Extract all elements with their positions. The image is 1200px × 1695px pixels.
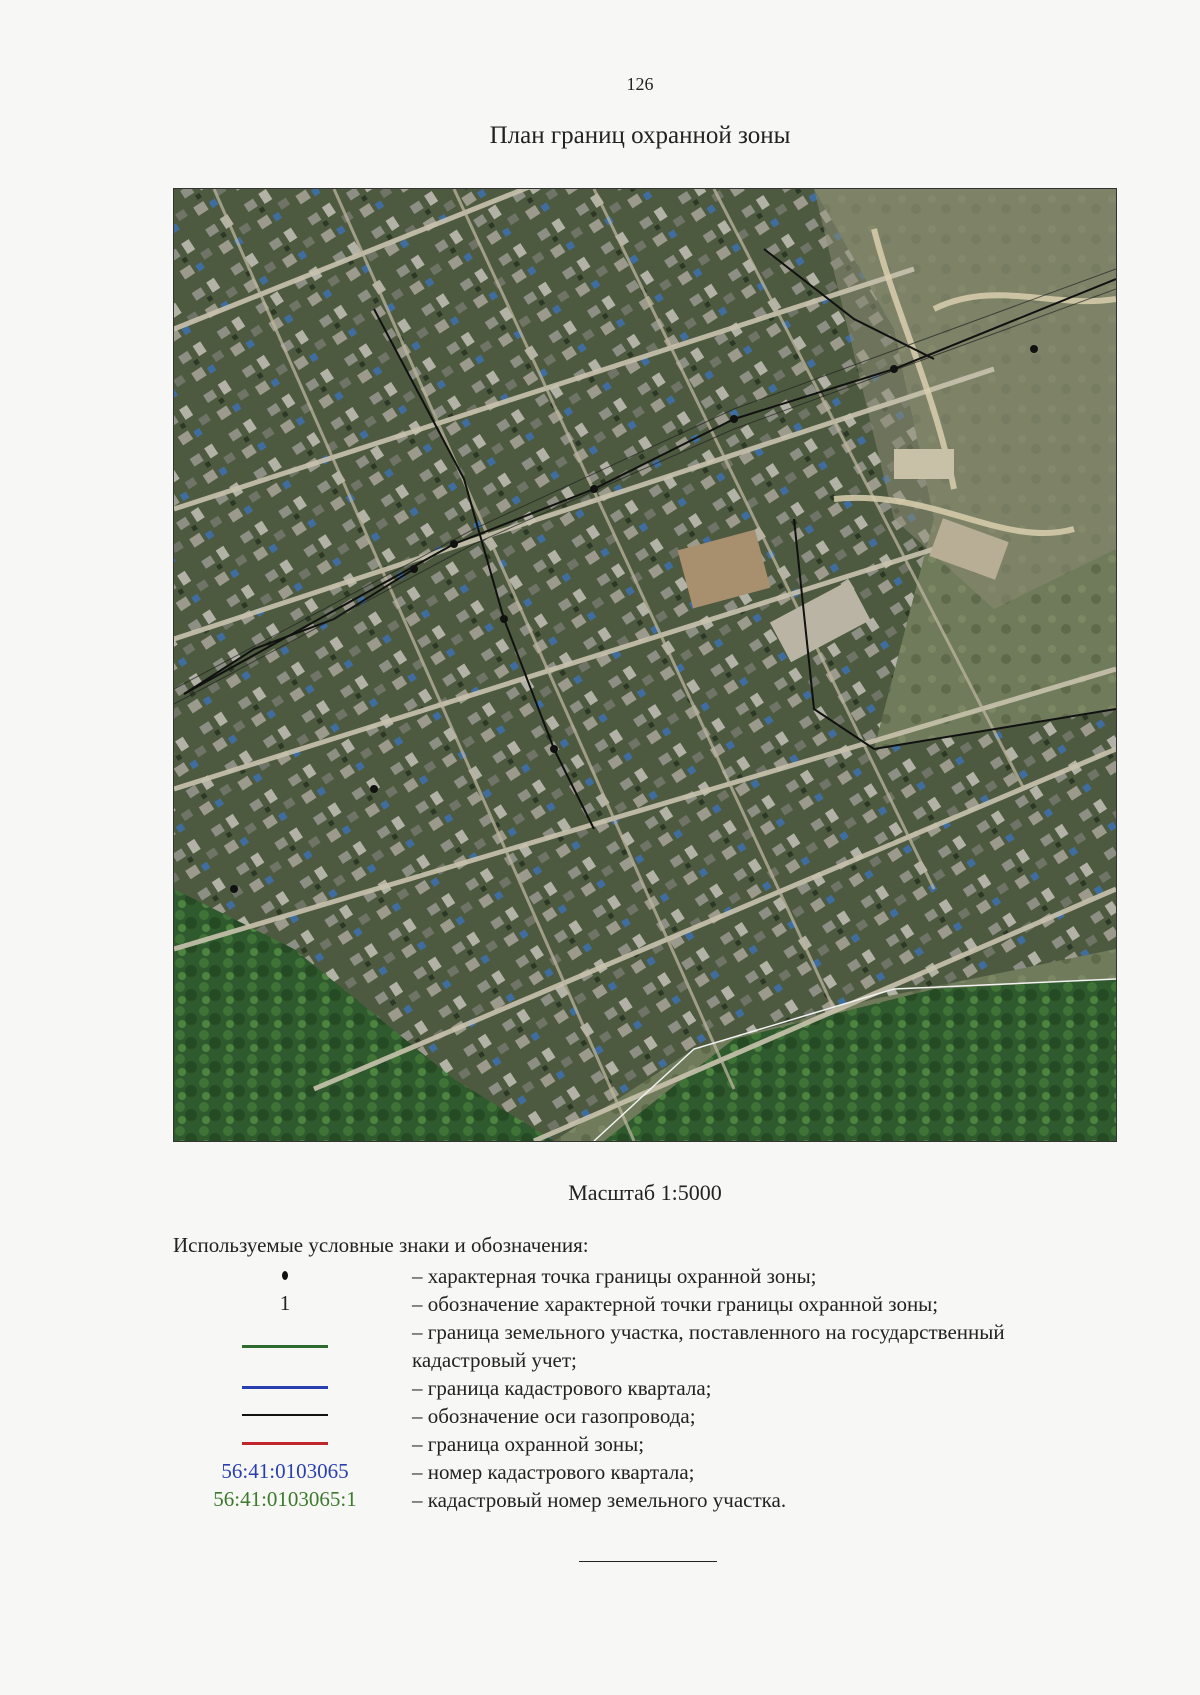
legend-item	[195, 1402, 1125, 1430]
land-plot-boundary-line-icon	[242, 1345, 328, 1348]
page-number: 126	[626, 74, 654, 94]
legend-item	[195, 1486, 1125, 1514]
legend-item	[195, 1374, 1125, 1402]
cadastral-quarter-boundary-line-icon	[242, 1386, 328, 1389]
gas-pipeline-axis-line-icon	[242, 1414, 328, 1416]
legend-title: Используемые условные знаки и обозначения:	[173, 1233, 589, 1257]
legend-item	[195, 1290, 1125, 1318]
satellite-map	[173, 188, 1117, 1142]
legend-description: – обозначение характерной точки границы охранной зоны;	[412, 1292, 939, 1316]
legend-description: – номер кадастрового квартала;	[412, 1460, 695, 1484]
land-plot-cadastral-number-label: 56:41:0103065:1	[213, 1486, 357, 1511]
footer-divider	[579, 1561, 717, 1562]
boundary-point-icon	[282, 1271, 288, 1280]
legend-item	[195, 1318, 1125, 1374]
page-title: План границ охранной зоны	[489, 122, 791, 149]
legend-description: – кадастровый номер земельного участка.	[412, 1488, 787, 1512]
legend-description: – обозначение оси газопровода;	[412, 1404, 696, 1428]
legend-description: – граница земельного участка, поставленного на государственный кадастровый учет;	[412, 1320, 1005, 1372]
legend-item	[195, 1430, 1125, 1458]
point-number-label: 1	[279, 1290, 291, 1315]
satellite-map-image	[174, 189, 1116, 1141]
legend	[195, 1262, 1125, 1514]
legend-item	[195, 1458, 1125, 1486]
map-scale: Масштаб 1:5000	[568, 1180, 722, 1205]
legend-description: – граница кадастрового квартала;	[412, 1376, 712, 1400]
protection-zone-boundary-line-icon	[242, 1442, 328, 1445]
legend-description: – граница охранной зоны;	[412, 1432, 645, 1456]
legend-description: – характерная точка границы охранной зоны;	[412, 1264, 817, 1288]
cadastral-quarter-number-label: 56:41:0103065	[221, 1458, 349, 1483]
legend-item	[195, 1262, 1125, 1290]
